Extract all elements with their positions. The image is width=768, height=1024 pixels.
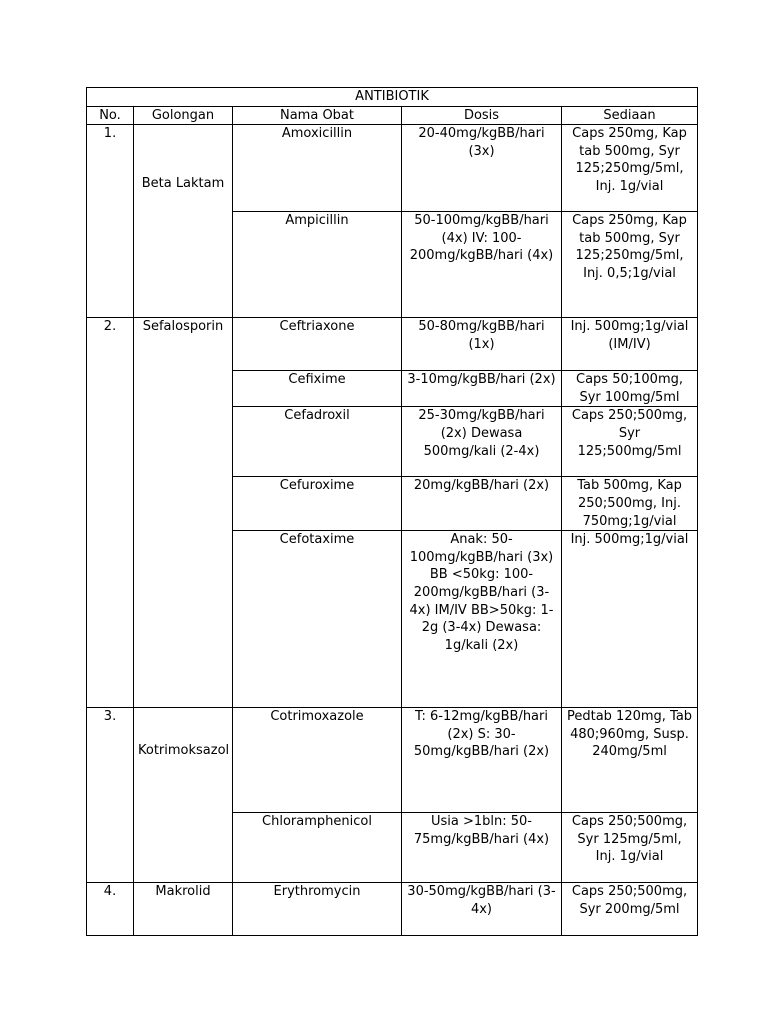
drug-name: Cefixime — [233, 371, 402, 407]
drug-name: Cefuroxime — [233, 477, 402, 531]
drug-name: Erythromycin — [233, 883, 402, 936]
drug-sediaan: Inj. 500mg;1g/vial (IM/IV) — [562, 318, 698, 371]
table-row — [87, 318, 698, 371]
drug-sediaan: Caps 250;500mg, Syr 125;500mg/5ml — [562, 407, 698, 477]
drug-sediaan: Pedtab 120mg, Tab 480;960mg, Susp. 240mg/5ml — [562, 708, 698, 813]
group-number: 1. — [87, 125, 134, 318]
drug-sediaan: Caps 250mg, Kap tab 500mg, Syr 125;250mg/5ml, Inj. 0,5;1g/vial — [562, 212, 698, 318]
drug-name: Ampicillin — [233, 212, 402, 318]
drug-sediaan: Caps 250mg, Kap tab 500mg, Syr 125;250mg/5ml, Inj. 1g/vial — [562, 125, 698, 212]
group-number: 4. — [87, 883, 134, 936]
drug-sediaan: Inj. 500mg;1g/vial — [562, 531, 698, 708]
drug-sediaan: Caps 50;100mg, Syr 100mg/5ml — [562, 371, 698, 407]
drug-dosis: Anak: 50-100mg/kgBB/hari (3x) BB <50kg: 100-200mg/kgBB/hari (3-4x) IM/IV BB>50kg: 1-2g (3-4x) Dewasa: 1g/kali (2x) — [402, 531, 562, 708]
table-row — [87, 708, 698, 813]
drug-dosis: 20-40mg/kgBB/hari (3x) — [402, 125, 562, 212]
drug-sediaan: Tab 500mg, Kap 250;500mg, Inj. 750mg;1g/vial — [562, 477, 698, 531]
group-number: 2. — [87, 318, 134, 708]
drug-name: Cotrimoxazole — [233, 708, 402, 813]
antibiotik-table — [86, 87, 698, 936]
group-golongan: Kotrimoksazol — [134, 708, 233, 883]
header-dosis: Dosis — [402, 106, 562, 125]
header-nama-obat: Nama Obat — [233, 106, 402, 125]
group-golongan: Sefalosporin — [134, 318, 233, 708]
drug-name: Cefadroxil — [233, 407, 402, 477]
table-row — [87, 883, 698, 936]
group-golongan: Beta Laktam — [134, 125, 233, 318]
drug-name: Ceftriaxone — [233, 318, 402, 371]
group-golongan: Makrolid — [134, 883, 233, 936]
header-no: No. — [87, 106, 134, 125]
drug-name: Chloramphenicol — [233, 813, 402, 883]
header-sediaan: Sediaan — [562, 106, 698, 125]
group-number: 3. — [87, 708, 134, 883]
drug-sediaan: Caps 250;500mg, Syr 200mg/5ml — [562, 883, 698, 936]
drug-dosis: 25-30mg/kgBB/hari (2x) Dewasa 500mg/kali (2-4x) — [402, 407, 562, 477]
drug-dosis: 20mg/kgBB/hari (2x) — [402, 477, 562, 531]
drug-sediaan: Caps 250;500mg, Syr 125mg/5ml, Inj. 1g/vial — [562, 813, 698, 883]
drug-dosis: Usia >1bln: 50-75mg/kgBB/hari (4x) — [402, 813, 562, 883]
drug-name: Cefotaxime — [233, 531, 402, 708]
drug-dosis: 50-80mg/kgBB/hari (1x) — [402, 318, 562, 371]
table-row — [87, 125, 698, 212]
drug-name: Amoxicillin — [233, 125, 402, 212]
header-golongan: Golongan — [134, 106, 233, 125]
drug-dosis: 3-10mg/kgBB/hari (2x) — [402, 371, 562, 407]
title-row — [87, 88, 698, 107]
drug-dosis: T: 6-12mg/kgBB/hari (2x) S: 30-50mg/kgBB/hari (2x) — [402, 708, 562, 813]
header-row — [87, 106, 698, 125]
drug-dosis: 30-50mg/kgBB/hari (3-4x) — [402, 883, 562, 936]
drug-dosis: 50-100mg/kgBB/hari (4x) IV: 100-200mg/kgBB/hari (4x) — [402, 212, 562, 318]
table-title: ANTIBIOTIK — [87, 88, 698, 107]
